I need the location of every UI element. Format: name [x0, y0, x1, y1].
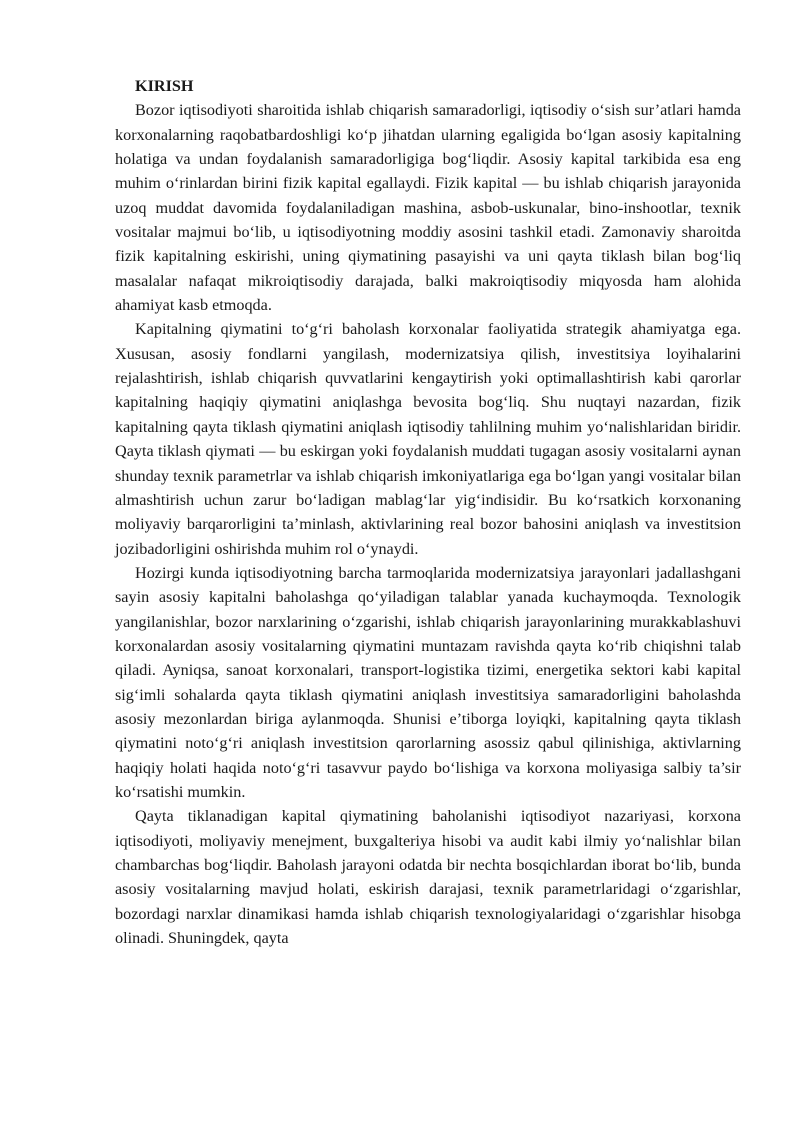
- paragraph: Qayta tiklanadigan kapital qiymatining baholanishi iqtisodiyot nazariyasi, korxona iqtisodiyoti, moliyaviy menejment, buxgalteriya hisobi va audit kabi ilmiy yo‘nalishlar bilan chambarchas bog‘liqdir. Baholash jarayoni odatda bir nechta bosqichlardan iborat bo‘lib, bunda asosiy vositalarning mavjud holati, eskirish darajasi, texnik parametrlaridagi o‘zgarishlar, bozordagi narxlar dinamikasi hamda ishlab chiqarish texnologiyalaridagi o‘zgarishlar hisobga olinadi. Shuningdek, qayta: [115, 807, 741, 948]
- paragraph: Kapitalning qiymatini to‘g‘ri baholash korxonalar faoliyatida strategik ahamiyatga ega. Xususan, asosiy fondlarni yangilash, modernizatsiya qilish, investitsiya loyihalarini rejalashtirish, ishlab chiqarish quvvatlarini kengaytirish yoki optimallashtirish kabi qarorlar kapitalning haqiqiy qiymatini aniqlashga bevosita bog‘liq. Shu nuqtayi nazardan, fizik kapitalning qayta tiklash qiymatini aniqlash iqtisodiy tahlilning muhim yo‘nalishlaridan biridir. Qayta tiklash qiymati — bu eskirgan yoki foydalanish muddati tugagan asosiy vositalarni aynan shunday texnik parametrlar va ishlab chiqarish imkoniyatlariga ega bo‘lgan yangi vositalar bilan almashtirish uchun zarur bo‘ladigan mablag‘lar yig‘indisidir. Bu ko‘rsatkich korxonaning moliyaviy barqarorligini ta’minlash, aktivlarining real bozor bahosini aniqlash va investitsion jozibadorligini oshirishda muhim rol o‘ynaydi.: [115, 320, 741, 558]
- section-heading: KIRISH: [135, 77, 194, 95]
- document-page: [115, 74, 741, 950]
- paragraph: Bozor iqtisodiyoti sharoitida ishlab chiqarish samaradorligi, iqtisodiy o‘sish sur’atlari hamda korxonalarning raqobatbardoshligi ko‘p jihatdan ularning egaligida bo‘lgan asosiy kapitalning holatiga va undan foydalanish samaradorligiga bog‘liqdir. Asosiy kapital tarkibida esa eng muhim o‘rinlardan birini fizik kapital egallaydi. Fizik kapital — bu ishlab chiqarish jarayonida uzoq muddat davomida foydalaniladigan mashina, asbob-uskunalar, bino-inshootlar, texnik vositalar majmui bo‘lib, u iqtisodiyotning moddiy asosini tashkil etadi. Zamonaviy sharoitda fizik kapitalning eskirishi, uning qiymatining pasayishi va uni qayta tiklash bilan bog‘liq masalalar nafaqat mikroiqtisodiy darajada, balki makroiqtisodiy miqyosda ham alohida ahamiyat kasb etmoqda.: [115, 101, 741, 315]
- paragraph: Hozirgi kunda iqtisodiyotning barcha tarmoqlarida modernizatsiya jarayonlari jadallashgani sayin asosiy kapitalni baholashga qo‘yiladigan talablar yanada kuchaymoqda. Texnologik yangilanishlar, bozor narxlarining o‘zgarishi, ishlab chiqarish jarayonlarining murakkablashuvi korxonalardan asosiy vositalarning qiymatini muntazam ravishda qayta ko‘rib chiqishni talab qiladi. Ayniqsa, sanoat korxonalari, transport-logistika tizimi, energetika sektori kabi kapital sig‘imli sohalarda qayta tiklash qiymatini aniqlash investitsiya samaradorligini baholashda asosiy mezonlardan biriga aylanmoqda. Shunisi e’tiborga loyiqki, kapitalning qayta tiklash qiymatini noto‘g‘ri aniqlash investitsion qarorlarning asossiz qabul qilinishiga, aktivlarning haqiqiy holati haqida noto‘g‘ri tasavvur paydo bo‘lishiga va korxona moliyasiga salbiy ta’sir ko‘rsatishi mumkin.: [115, 563, 741, 801]
